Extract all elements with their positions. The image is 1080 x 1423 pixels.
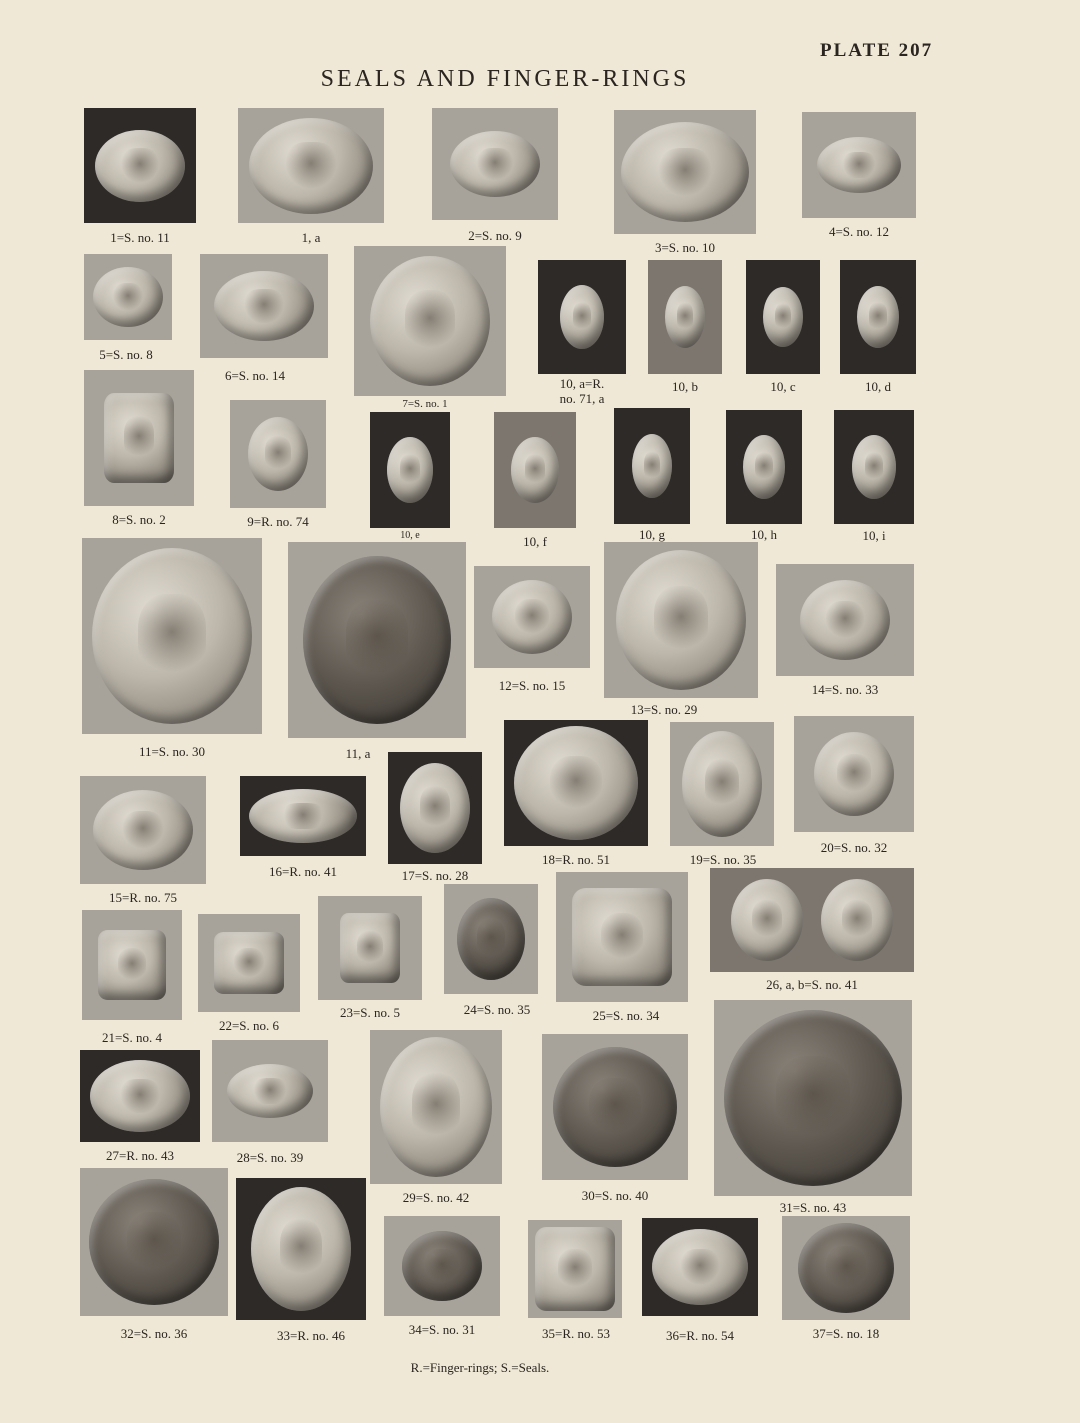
caption: 18=R. no. 51 [541,852,610,867]
caption: 21=S. no. 4 [101,1030,163,1045]
caption: 13=S. no. 29 [630,702,698,717]
caption: 17=S. no. 28 [401,868,469,883]
caption: 22=S. no. 6 [218,1018,280,1033]
caption: 26, a, b=S. no. 41 [766,977,858,992]
seal-photo [198,914,300,1012]
seal-photo [80,1168,228,1316]
seal-photo [388,752,482,864]
seal-photo [840,260,916,374]
seal-photo [494,412,576,528]
caption: 16=R. no. 41 [268,864,337,879]
plate-number: PLATE 207 [820,40,934,61]
caption: 2=S. no. 9 [468,228,522,243]
caption: 10, e [400,530,420,541]
seal-photo [710,868,914,972]
seal-photo [84,370,194,506]
seal-photo [444,884,538,994]
seal-photo [212,1040,328,1142]
caption: 24=S. no. 35 [463,1002,531,1017]
seal-photo [230,400,326,508]
seal-photo [80,776,206,884]
seal-photo [238,108,384,223]
caption: 11=S. no. 30 [138,744,206,759]
caption: 11, a [345,746,371,761]
caption: 36=R. no. 54 [665,1328,734,1343]
caption: 29=S. no. 42 [402,1190,470,1205]
seal-photo [538,260,626,374]
caption: 10, d [865,379,891,394]
seal-photo [614,408,690,524]
caption: no. 71, a [559,391,605,406]
seal-photo [84,108,196,223]
seal-photo [746,260,820,374]
seal-photo [794,716,914,832]
caption: 1, a [301,230,321,245]
seal-photo [200,254,328,358]
seal-photo [714,1000,912,1196]
seal-photo [288,542,466,738]
caption: 15=R. no. 75 [108,890,177,905]
caption: 5=S. no. 8 [99,347,153,362]
caption: 23=S. no. 5 [339,1005,401,1020]
caption: 10, c [770,379,796,394]
caption: 32=S. no. 36 [120,1326,188,1341]
seal-photo [370,412,450,528]
caption: 28=S. no. 39 [236,1150,304,1165]
legend-footer: R.=Finger-rings; S.=Seals. [410,1360,550,1375]
caption: 10, f [523,534,547,549]
seal-photo [84,254,172,340]
seal-photo [384,1216,500,1316]
seal-photo [642,1218,758,1316]
caption: 14=S. no. 33 [811,682,879,697]
seal-photo [542,1034,688,1180]
caption: 10, a=R. [559,376,605,391]
caption: 34=S. no. 31 [408,1322,476,1337]
seal-photo [670,722,774,846]
caption: 10, i [862,528,886,543]
page-title: SEALS AND FINGER-RINGS [320,66,690,92]
seal-photo [318,896,422,1000]
seal-photo [432,108,558,220]
seal-photo [782,1216,910,1320]
caption: 31=S. no. 43 [779,1200,847,1215]
caption: 9=R. no. 74 [247,514,309,529]
seal-photo [370,1030,502,1184]
seal-photo [776,564,914,676]
caption: 1=S. no. 11 [110,230,170,245]
caption: 7=S. no. 1 [402,398,448,410]
seal-photo [80,1050,200,1142]
seal-photo [726,410,802,524]
caption: 3=S. no. 10 [654,240,716,255]
seal-photo [614,110,756,234]
seal-photo [556,872,688,1002]
caption: 10, h [751,527,777,542]
seal-photo [236,1178,366,1320]
caption: 35=R. no. 53 [541,1326,610,1341]
seal-photo [82,538,262,734]
caption: 33=R. no. 46 [276,1328,345,1343]
caption: 10, b [672,379,698,394]
seal-photo [240,776,366,856]
caption: 27=R. no. 43 [105,1148,174,1163]
caption: 20=S. no. 32 [820,840,888,855]
caption: 30=S. no. 40 [581,1188,649,1203]
caption: 8=S. no. 2 [112,512,166,527]
seal-photo [82,910,182,1020]
caption: 10, g [639,527,665,542]
caption: 4=S. no. 12 [828,224,890,239]
seal-photo [648,260,722,374]
seal-photo [604,542,758,698]
seal-photo [834,410,914,524]
caption: 6=S. no. 14 [224,368,286,383]
seal-photo [354,246,506,396]
caption: 12=S. no. 15 [498,678,566,693]
caption: 25=S. no. 34 [592,1008,660,1023]
caption: 19=S. no. 35 [689,852,757,867]
seal-photo [802,112,916,218]
seal-photo [504,720,648,846]
caption: 37=S. no. 18 [812,1326,880,1341]
seal-photo [528,1220,622,1318]
seal-photo [474,566,590,668]
